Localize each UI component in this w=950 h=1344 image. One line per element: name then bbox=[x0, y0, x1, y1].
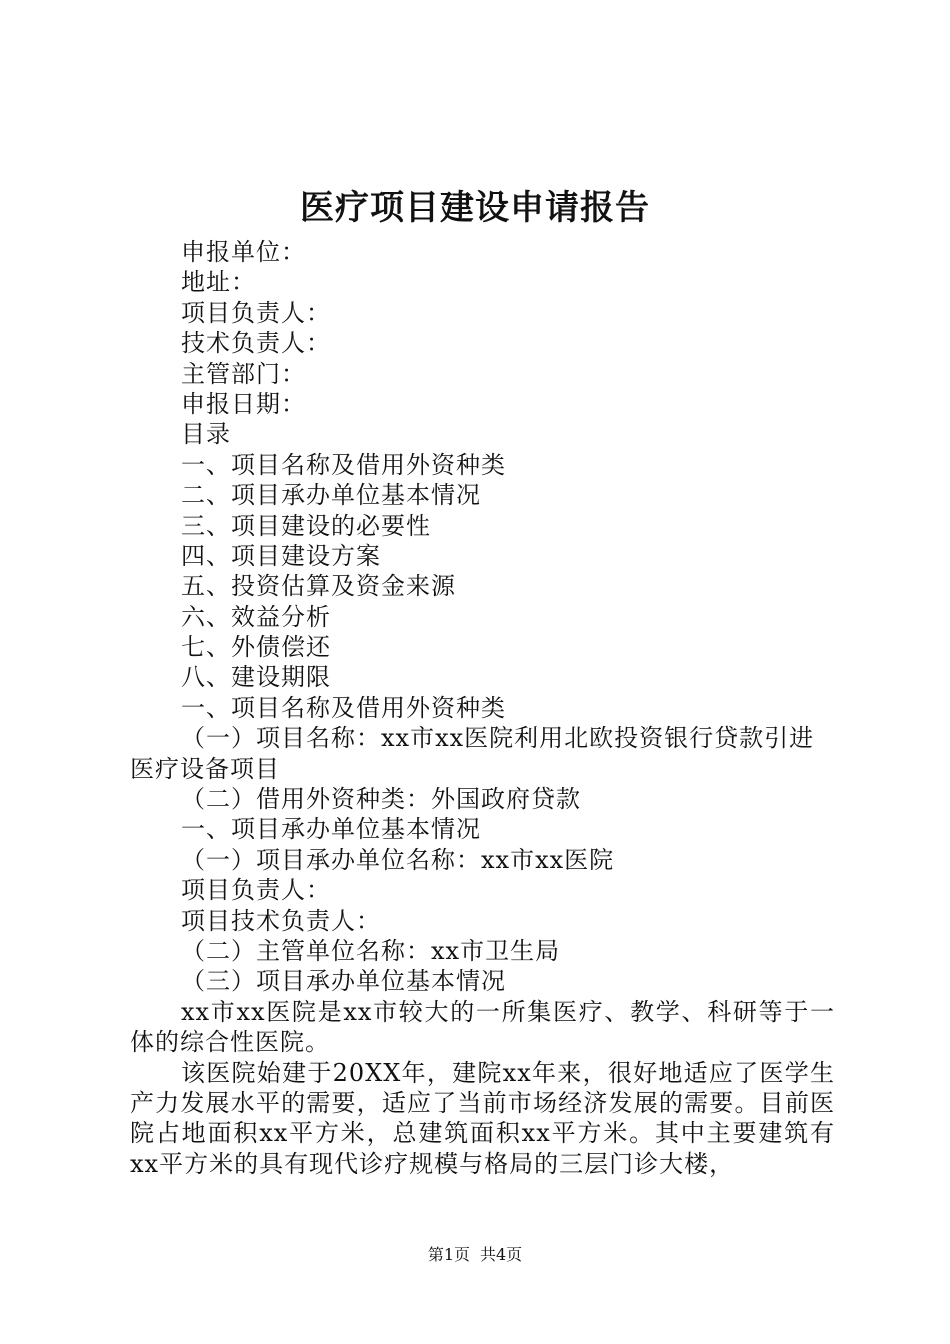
field-tech-leader: 技术负责人： bbox=[181, 329, 331, 358]
toc-item: 五、投资估算及资金来源 bbox=[181, 572, 456, 601]
project-name-line2: 医疗设备项目 bbox=[130, 754, 280, 783]
foreign-capital-type: （二）借用外资种类：外国政府贷款 bbox=[181, 785, 581, 814]
project-leader-label: 项目负责人： bbox=[181, 876, 331, 905]
section-heading: 一、项目名称及借用外资种类 bbox=[181, 693, 506, 722]
hospital-history-paragraph: 该医院始建于20XX年，建院xx年来，很好地适应了医学生产力发展水平的需要，适应了当前市场经济发展的需要。目前医院占地面积xx平方米，总建筑面积xx平方米。其中主要建筑有xx平方米的具有现代诊疗规模与格局的三层门诊大楼， bbox=[130, 1058, 835, 1178]
project-tech-leader-label: 项目技术负责人： bbox=[181, 906, 381, 935]
toc-item: 二、项目承办单位基本情况 bbox=[181, 481, 481, 510]
organizer-info-heading: （三）项目承办单位基本情况 bbox=[181, 967, 506, 996]
toc-heading: 目录 bbox=[181, 420, 231, 449]
page-total: 共4页 bbox=[480, 1245, 523, 1264]
page-footer bbox=[0, 1243, 950, 1267]
toc-item: 三、项目建设的必要性 bbox=[181, 511, 431, 540]
field-department: 主管部门： bbox=[181, 359, 306, 388]
toc-item: 八、建设期限 bbox=[181, 663, 331, 692]
toc-item: 六、效益分析 bbox=[181, 602, 331, 631]
supervisor-name: （二）主管单位名称：xx市卫生局 bbox=[181, 936, 561, 965]
page-number: 第1页 bbox=[427, 1245, 470, 1264]
field-date: 申报日期： bbox=[181, 389, 306, 418]
hospital-intro-paragraph: xx市xx医院是xx市较大的一所集医疗、教学、科研等于一体的综合性医院。 bbox=[130, 997, 835, 1057]
project-name-line1: （一）项目名称：xx市xx医院利用北欧投资银行贷款引进 bbox=[181, 724, 815, 753]
document-title: 医疗项目建设申请报告 bbox=[300, 188, 650, 228]
organizer-name: （一）项目承办单位名称：xx市xx医院 bbox=[181, 845, 615, 874]
document-body bbox=[130, 237, 835, 1179]
toc-item: 一、项目名称及借用外资种类 bbox=[181, 450, 506, 479]
toc-item: 七、外债偿还 bbox=[181, 633, 331, 662]
section-heading: 一、项目承办单位基本情况 bbox=[181, 815, 481, 844]
field-applicant: 申报单位： bbox=[181, 238, 306, 266]
toc-item: 四、项目建设方案 bbox=[181, 541, 381, 570]
field-project-leader: 项目负责人： bbox=[181, 298, 331, 327]
field-address: 地址： bbox=[181, 268, 256, 297]
